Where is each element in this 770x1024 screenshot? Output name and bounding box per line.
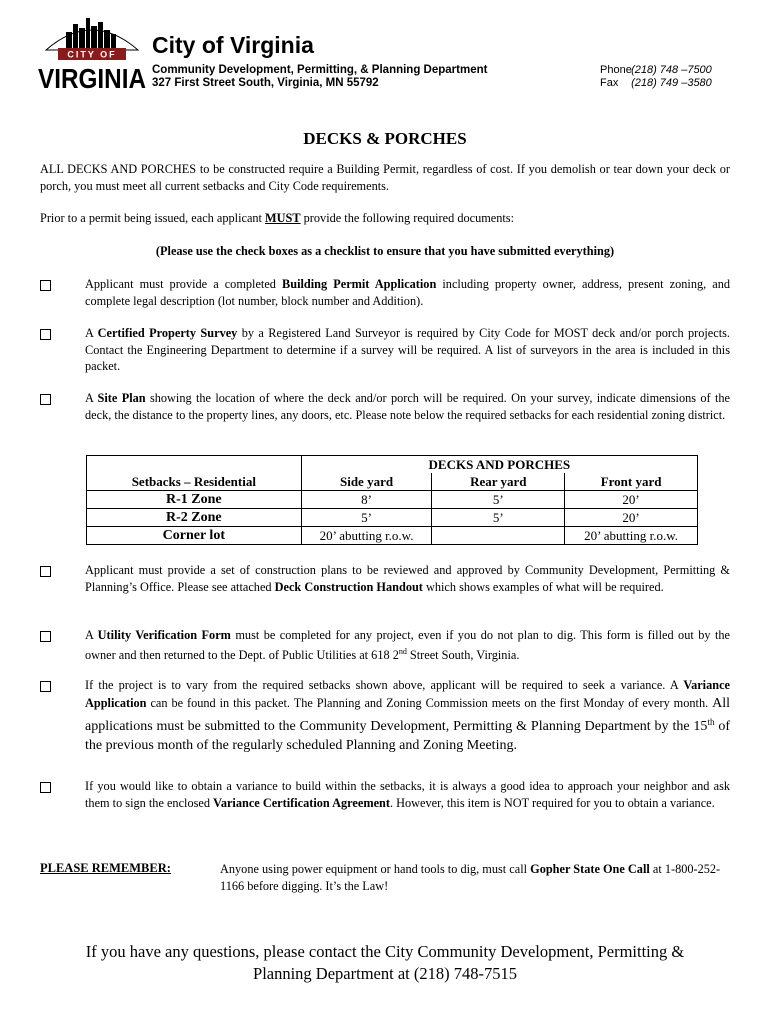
checklist-checkbox-variance-application[interactable] bbox=[40, 681, 51, 692]
please-remember-text: Anyone using power equipment or hand tools to dig, must call Gopher State One Call at 1-800-252-1166 before digging. It’s the Law! bbox=[220, 862, 721, 893]
must-emphasis: MUST bbox=[265, 211, 301, 225]
address: 327 First Street South, Virginia, MN 55792 bbox=[152, 77, 379, 89]
checklist-checkbox-utility-verification[interactable] bbox=[40, 631, 51, 642]
fax-number: (218) 749 –3580 bbox=[631, 77, 712, 89]
fax-line bbox=[600, 76, 712, 90]
table-group-header: DECKS AND PORCHES bbox=[301, 456, 697, 474]
table-corner-cell bbox=[87, 456, 302, 474]
table-header-side: Side yard bbox=[301, 473, 432, 491]
table-row: Corner lot 20’ abutting r.o.w. 20’ abutting r.o.w. bbox=[87, 527, 698, 545]
city-title: City of Virginia bbox=[152, 32, 314, 58]
checklist-checkbox-variance-agreement[interactable] bbox=[40, 782, 51, 793]
contact-footer bbox=[40, 941, 730, 985]
checklist-item-building-permit: Applicant must provide a completed Building Permit Application including property owner, address, present zoning, and complete legal description (lot number, block number and Addition). bbox=[85, 277, 731, 308]
setbacks-table bbox=[86, 455, 698, 545]
checklist-checkbox-construction-plans[interactable] bbox=[40, 566, 51, 577]
phone-number: (218) 748 –7500 bbox=[631, 64, 712, 76]
checklist-item-construction-plans: Applicant must provide a set of construction plans to be reviewed and approved by Community Development, Permitting & Planning’s Office. Please see attached Deck Construction Handout which shows examples of what will be required. bbox=[85, 563, 730, 594]
phone-line bbox=[600, 63, 712, 77]
city-of-virginia-logo bbox=[36, 16, 148, 92]
checklist-item-site-plan: A Site Plan showing the location of where the deck and/or porch will be required. On your survey, indicate dimensions of the deck, the distance to the property lines, any doors, etc. Please note below the required setbacks for each residential zoning district. bbox=[85, 391, 730, 422]
footer-line-2: Planning Department at (218) 748-7515 bbox=[253, 964, 517, 983]
logo-text-main: VIRGINIA bbox=[38, 63, 146, 94]
requirements-intro: Prior to a permit being issued, each applicant MUST provide the following required documents: bbox=[40, 211, 515, 225]
table-header-front: Front yard bbox=[565, 473, 698, 491]
table-header-rear: Rear yard bbox=[432, 473, 565, 491]
table-row: R-1 Zone 8’ 5’ 20’ bbox=[87, 491, 698, 509]
checklist-item-property-survey: A Certified Property Survey by a Registered Land Surveyor is required by City Code for MOST deck and/or porch projects. Contact the Engineering Department to determine if a survey will be required. A list of surveyors in the area is included in this packet. bbox=[85, 326, 730, 373]
please-remember-label: PLEASE REMEMBER: bbox=[40, 861, 171, 875]
checklist-checkbox-building-permit[interactable] bbox=[40, 280, 51, 291]
department-name: Community Development, Permitting, & Planning Department bbox=[152, 64, 488, 76]
page-title: DECKS & PORCHES bbox=[303, 129, 467, 148]
checklist-item-utility-verification: A Utility Verification Form must be completed for any project, even if you do not plan to dig. This form is filled out by the owner and then returned to the Dept. of Public Utilities at 618 2nd Street South, Virginia. bbox=[85, 628, 730, 662]
phone-label: Phone bbox=[600, 64, 632, 76]
table-row: R-2 Zone 5’ 5’ 20’ bbox=[87, 509, 698, 527]
footer-line-1: If you have any questions, please contact the City Community Development, Permitting & bbox=[85, 942, 685, 961]
checklist-item-variance-application: If the project is to vary from the required setbacks shown above, applicant will be required to seek a variance. A Variance Application can be found in this packet. The Planning and Zoning Commission meets on the first Monday of every month. All applications must be submitted to the Community Development, Permitting & Planning Department by the 15th of the previous month of the regularly scheduled Planning and Zoning Meeting. bbox=[85, 678, 730, 753]
checklist-note: (Please use the check boxes as a checklist to ensure that you have submitted everything) bbox=[155, 244, 615, 258]
table-header-zone: Setbacks – Residential bbox=[87, 473, 302, 491]
fax-label: Fax bbox=[600, 77, 619, 89]
checklist-checkbox-site-plan[interactable] bbox=[40, 394, 51, 405]
checklist-item-variance-agreement: If you would like to obtain a variance to build within the setbacks, it is always a good idea to approach your neighbor and ask them to sign the enclosed Variance Certification Agreement. However, this item is NOT required for you to obtain a variance. bbox=[85, 779, 730, 810]
logo-text-top: CITY OF bbox=[67, 49, 117, 60]
checklist-checkbox-property-survey[interactable] bbox=[40, 329, 51, 340]
intro-paragraph: ALL DECKS AND PORCHES to be constructed require a Building Permit, regardless of cost. If you demolish or tear down your deck or porch, you must meet all current setbacks and City Code requirements. bbox=[40, 162, 730, 193]
